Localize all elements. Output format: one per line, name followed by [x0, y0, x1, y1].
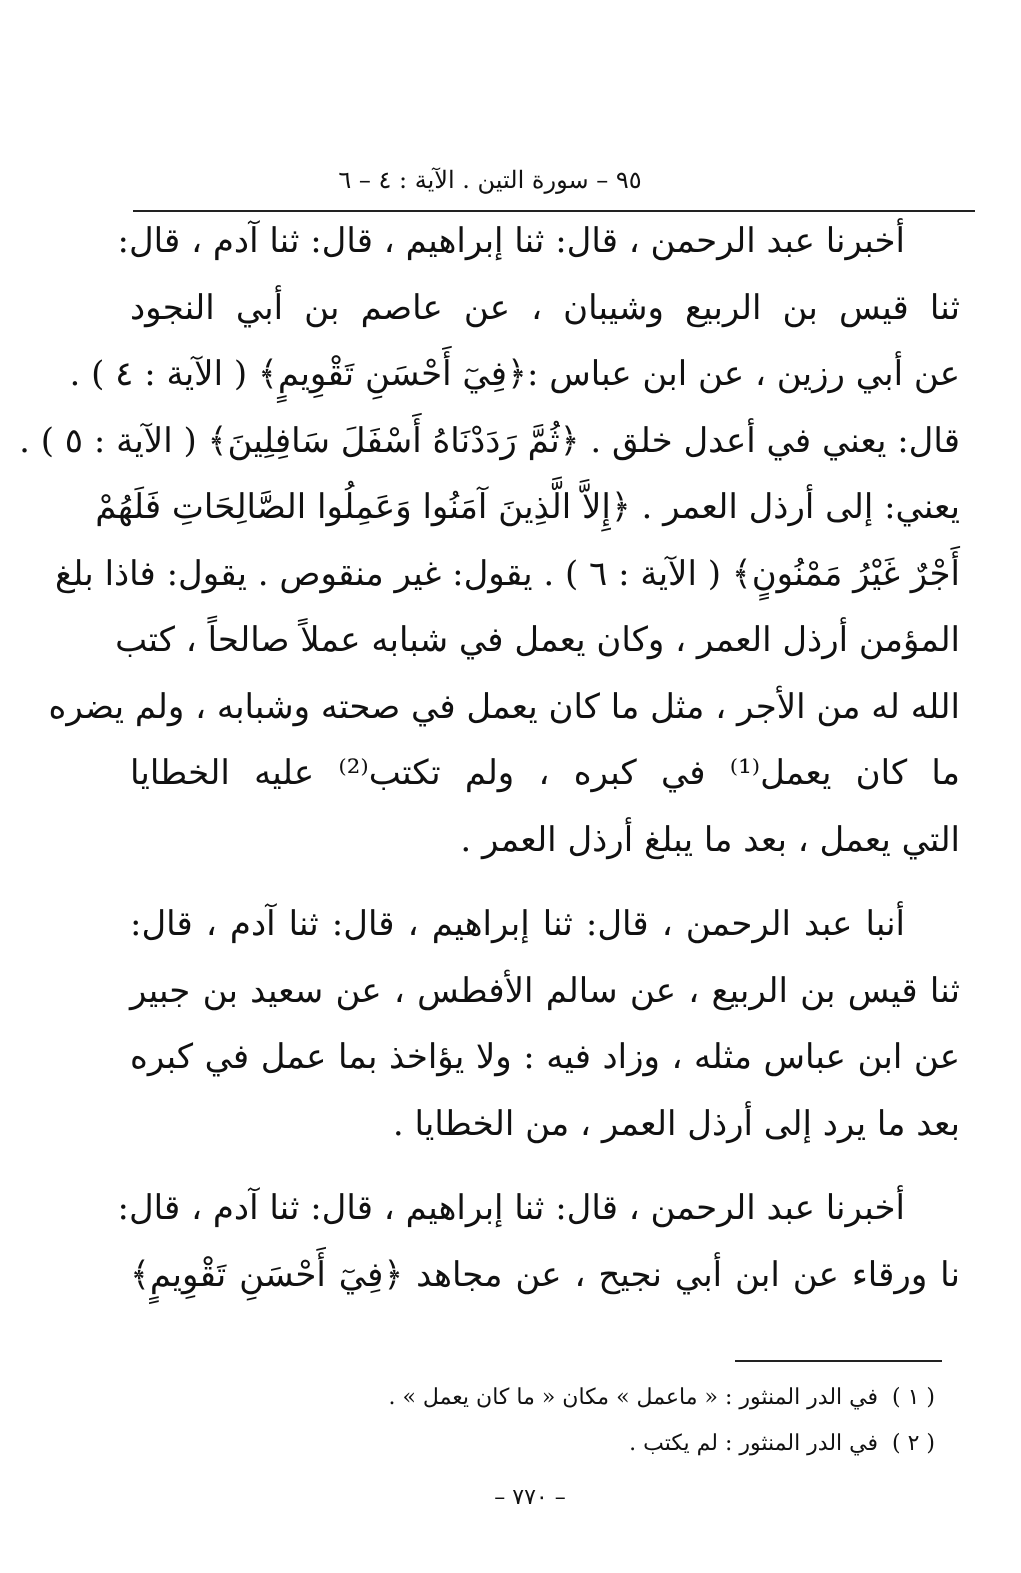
paragraph-1 — [19, 208, 960, 873]
running-header — [150, 160, 970, 208]
text-line: ما كان يعمل⁽¹⁾ في كبره ، ولم تكتب⁽²⁾ عليه الخطايا — [130, 753, 960, 793]
text-line: بعد ما يرد إلى أرذل العمر ، من الخطايا . — [392, 1103, 960, 1144]
footnote-2 — [300, 1421, 935, 1467]
main-text — [19, 208, 960, 1308]
paragraph-gap — [130, 1157, 960, 1175]
paragraph-3 — [117, 1175, 960, 1308]
text-line: قال: يعني في أعدل خلق . ﴿ثُمَّ رَدَدْنَاهُ أَسْفَلَ سَافِلِينَ﴾ ( الآية : ٥ ) . — [19, 420, 960, 461]
footnote-number: ( ١ ) — [892, 1385, 935, 1410]
paragraph-2 — [130, 891, 960, 1157]
text-line: عن أبي رزين ، عن ابن عباس :﴿فِيٓ أَحْسَنِ تَقْوِيمٍ﴾ ( الآية : ٤ ) . — [69, 354, 960, 394]
text-line: ثنا قيس بن الربيع وشيبان ، عن عاصم بن أبي النجود — [130, 287, 960, 328]
text-line: التي يعمل ، بعد ما يبلغ أرذل العمر . — [460, 819, 960, 860]
text-line: ثنا قيس بن الربيع ، عن سالم الأفطس ، عن سعيد بن جبير — [130, 970, 960, 1011]
text-line: الله له من الأجر ، مثل ما كان يعمل في صحته وشبابه ، ولم يضره — [48, 686, 960, 727]
text-line: عن ابن عباس مثله ، وزاد فيه : ولا يؤاخذ بما عمل في كبره — [130, 1037, 960, 1077]
footnotes — [300, 1375, 935, 1467]
footnote-number: ( ٢ ) — [892, 1431, 935, 1456]
text-line: نا ورقاء عن ابن أبي نجيح ، عن مجاهد ﴿فِيٓ أَحْسَنِ تَقْوِيمٍ﴾ — [130, 1254, 960, 1295]
footnote-1 — [300, 1375, 935, 1421]
footnote-rule — [735, 1360, 942, 1362]
text-line: أنبا عبد الرحمن ، قال: ثنا إبراهيم ، قال: ثنا آدم ، قال: — [130, 904, 905, 944]
text-line: المؤمن أرذل العمر ، وكان يعمل في شبابه عملاً صالحاً ، كتب — [115, 620, 960, 660]
text-line: أخبرنا عبد الرحمن ، قال: ثنا إبراهيم ، قال: ثنا آدم ، قال: — [117, 1188, 905, 1228]
footnote-text: في الدر المنثور : لم يكتب . — [629, 1431, 879, 1456]
page-number: – ٧٧٠ – — [494, 1485, 566, 1510]
text-line: يعني: إلى أرذل العمر . ﴿إِلاَّ الَّذِينَ آمَنُوا وَعَمِلُوا الصَّالِحَاتِ فَلَهُمْ — [95, 487, 960, 527]
header-title: ٩٥ – سورة التين . الآية : ٤ – ٦ — [338, 166, 642, 194]
footnote-text: في الدر المنثور : « ماعمل » مكان « ما كان يعمل » . — [388, 1385, 879, 1410]
text-line: أخبرنا عبد الرحمن ، قال: ثنا إبراهيم ، قال: ثنا آدم ، قال: — [117, 221, 905, 261]
paragraph-gap — [130, 873, 960, 891]
text-line: أَجْرٌ غَيْرُ مَمْنُونٍ﴾ ( الآية : ٦ ) . يقول: غير منقوص . يقول: فاذا بلغ — [54, 553, 960, 594]
